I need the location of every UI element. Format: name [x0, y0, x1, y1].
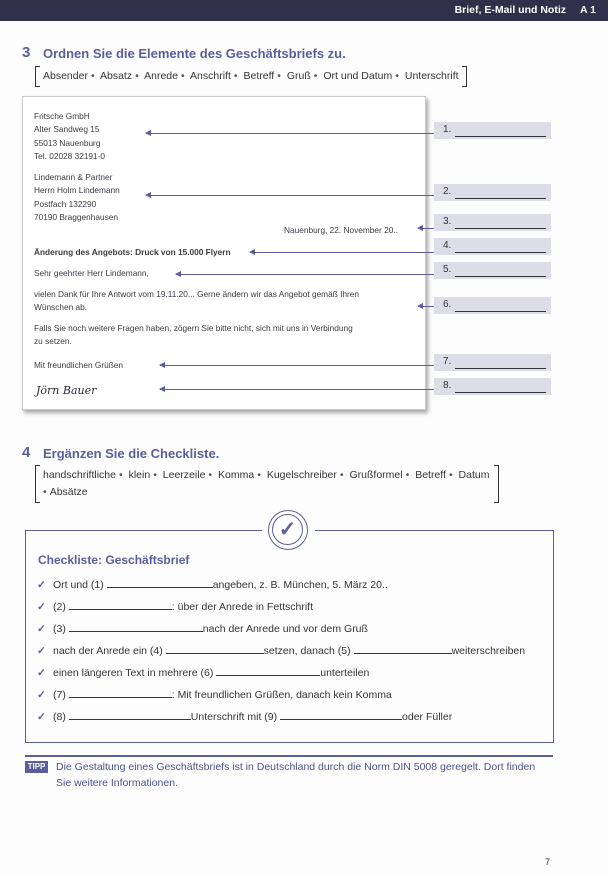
arrow-7	[160, 365, 436, 366]
arrow-8	[160, 389, 436, 390]
blank-5[interactable]	[354, 644, 452, 654]
letter-closing: Mit freundlichen Grüßen	[34, 360, 124, 370]
arrow-2	[146, 195, 436, 196]
blank-3[interactable]	[69, 622, 203, 632]
tipp-text: Die Gestaltung eines Geschäftsbriefs ist in Deutschland durch die Norm DIN 5008 geregelt. Dort finden Sie weitere Informationen.	[56, 761, 536, 789]
letter-paragraph-2: Falls Sie noch weitere Fragen haben, zögern Sie bitte nicht, sich mit uns in Verbindung zu setzen.	[34, 323, 353, 347]
checklist-row: ✓ einen längeren Text in mehrere (6) unterteilen	[37, 667, 370, 679]
arrow-5	[176, 274, 436, 275]
exercise-4-title: Ergänzen Sie die Checkliste.	[43, 446, 220, 461]
word-item: Komma	[218, 469, 255, 481]
word-item: Anrede	[144, 70, 178, 82]
chapter-title: Brief, E-Mail und Notiz	[454, 4, 566, 16]
checklist-row: ✓ (3) nach der Anrede und vor dem Gruß	[37, 623, 368, 635]
check-icon: ✓	[37, 711, 46, 723]
blank-9[interactable]	[280, 710, 402, 720]
word-item: Ort und Datum	[323, 70, 393, 82]
answer-field-8[interactable]: 8.	[434, 378, 551, 395]
checklist-row: ✓ (7) : Mit freundlichen Grüßen, danach kein Komma	[37, 689, 392, 701]
arrow-1	[146, 133, 436, 134]
word-item: Betreff	[243, 70, 275, 82]
check-icon: ✓	[37, 667, 46, 679]
answer-field-4[interactable]: 4.	[434, 238, 551, 255]
word-item: Betreff	[415, 469, 446, 481]
word-item: Datum	[458, 469, 490, 481]
word-item: Absender	[43, 70, 88, 82]
exercise-4-number: 4	[22, 444, 31, 461]
word-item: Kugelschreiber	[266, 469, 337, 481]
check-icon: ✓	[37, 601, 46, 613]
tipp-divider	[25, 755, 553, 757]
blank-4[interactable]	[166, 644, 264, 654]
answer-field-3[interactable]: 3.	[434, 214, 551, 231]
exercise-3-word-bank: Absender • Absatz • Anrede • Anschrift • Betreff • Gruß • Ort und Datum • Unterschrift	[43, 68, 459, 85]
letter-signature: Jörn Bauer	[36, 384, 97, 397]
word-item: Absatz	[99, 70, 133, 82]
word-item: klein	[128, 469, 151, 481]
blank-6[interactable]	[216, 666, 320, 676]
blank-7[interactable]	[69, 688, 172, 698]
check-icon: ✓	[272, 514, 303, 545]
answer-field-1[interactable]: 1.	[434, 122, 551, 139]
letter-recipient: Lindemann & Partner Herrn Holm Lindemann Postfach 132290 70190 Braggenhausen	[34, 172, 120, 223]
answer-field-2[interactable]: 2.	[434, 184, 551, 201]
answer-field-5[interactable]: 5.	[434, 262, 551, 279]
checklist-row: ✓ Ort und (1) angeben, z. B. München, 5. März 20..	[37, 579, 388, 591]
check-icon: ✓	[37, 579, 46, 591]
word-item: Leerzeile	[162, 469, 206, 481]
answer-field-6[interactable]: 6.	[434, 297, 551, 314]
check-icon: ✓	[37, 645, 46, 657]
word-item: Unterschrift	[404, 70, 459, 82]
exercise-3-number: 3	[22, 44, 31, 61]
header-bar	[0, 0, 608, 21]
checklist-row: ✓ (8) Unterschrift mit (9) oder Füller	[37, 711, 453, 723]
tipp-label: TIPP	[25, 761, 48, 773]
checklist-title: Checkliste: Geschäftsbrief	[38, 553, 190, 567]
letter-paragraph-1: vielen Dank für Ihre Antwort vom 19.11.20... Gerne ändern wir das Angebot gemäß Ihren Wünschen ab.	[34, 289, 359, 313]
check-icon: ✓	[37, 689, 46, 701]
letter-sender: Fritsche GmbH Alter Sandweg 15 55013 Nauenburg Tel. 02028 32191-0	[34, 111, 106, 162]
word-item: handschriftliche	[43, 469, 116, 481]
checklist-row: ✓ (2) : über der Anrede in Fettschrift	[37, 601, 314, 613]
word-item: Absätze	[49, 486, 88, 498]
letter-place-date: Nauenburg, 22. November 20..	[284, 225, 398, 235]
arrow-4	[250, 252, 436, 253]
page-number: 7	[545, 857, 551, 867]
word-item: Anschrift	[190, 70, 231, 82]
word-item: Gruß	[286, 70, 311, 82]
checklist-row: ✓ nach der Anrede ein (4) setzen, danach (5) weiterschreiben	[37, 645, 526, 657]
word-item: Grußformel	[349, 469, 403, 481]
blank-2[interactable]	[69, 600, 172, 610]
letter-subject: Änderung des Angebots: Druck von 15.000 Flyern	[34, 247, 231, 257]
check-icon: ✓	[37, 623, 46, 635]
blank-1[interactable]	[107, 578, 213, 588]
business-letter	[22, 96, 426, 410]
exercise-3-title: Ordnen Sie die Elemente des Geschäftsbriefs zu.	[43, 46, 346, 61]
exercise-4-word-bank: handschriftliche • klein • Leerzeile • Komma • Kugelschreiber • Grußformel • Betreff • Datum • Absätze	[43, 467, 491, 501]
blank-8[interactable]	[69, 710, 191, 720]
answer-field-7[interactable]: 7.	[434, 354, 551, 371]
letter-salutation: Sehr geehrter Herr Lindemann,	[34, 268, 149, 278]
unit-label: A 1	[580, 4, 596, 16]
